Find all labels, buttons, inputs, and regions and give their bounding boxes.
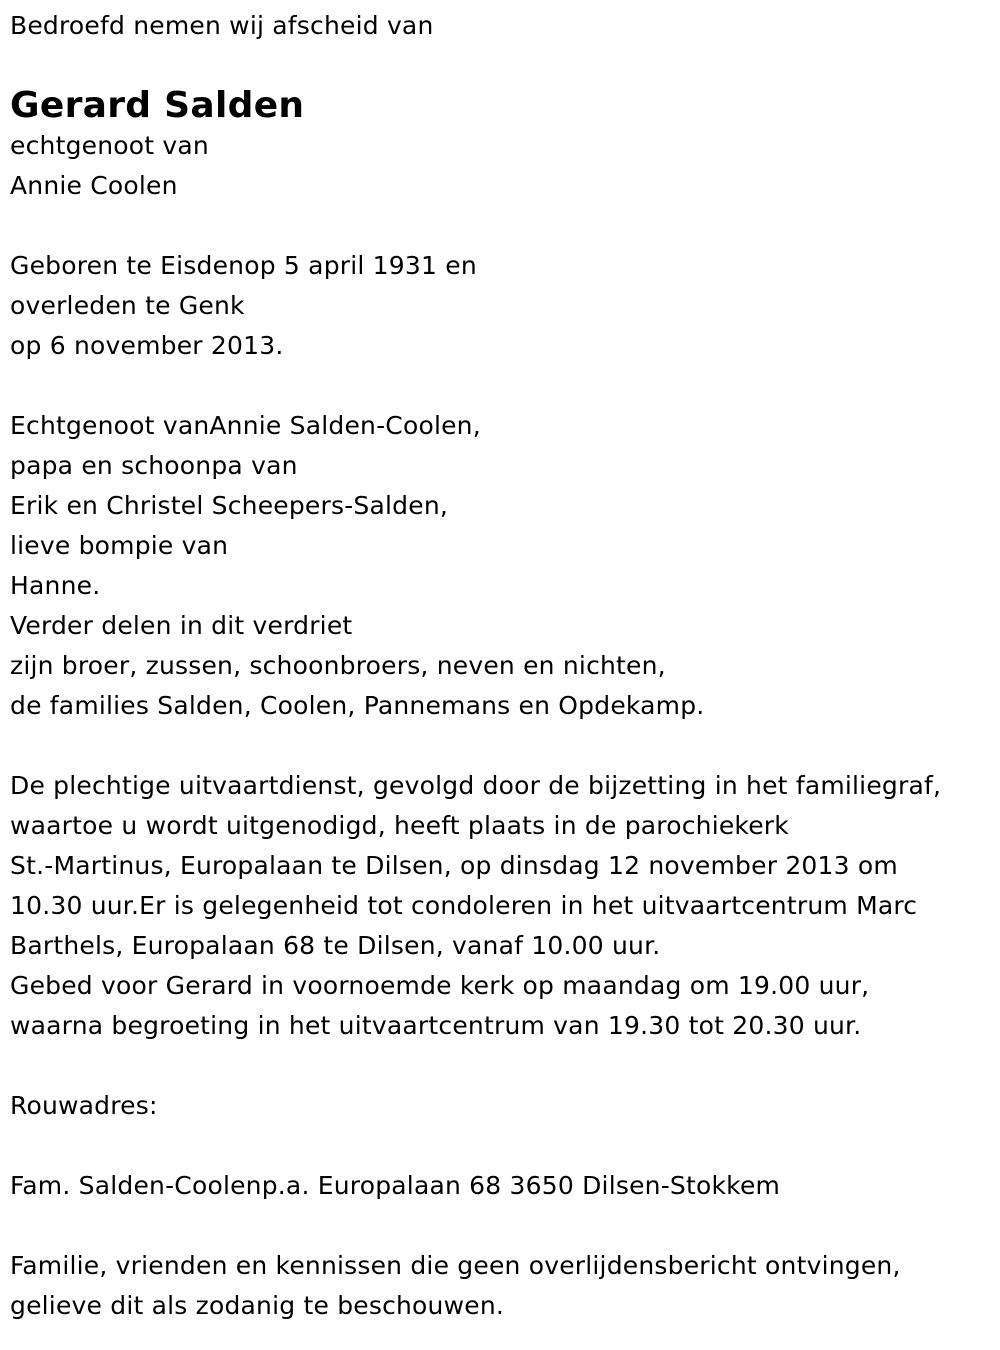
birth-death-line: Geboren te Eisdenop 5 april 1931 en — [10, 251, 477, 280]
address-label: Rouwadres: — [10, 1091, 158, 1120]
mourning-address: Fam. Salden-Coolenp.a. Europalaan 68 3650 Dilsen-Stokkem — [10, 1171, 781, 1200]
family-line: de families Salden, Coolen, Pannemans en Opdekamp. — [10, 691, 705, 720]
family-line: zijn broer, zussen, schoonbroers, neven en nichten, — [10, 651, 666, 680]
service-section — [10, 766, 995, 1046]
family-line: Erik en Christel Scheepers-Salden, — [10, 491, 449, 520]
spacer — [10, 1046, 995, 1086]
family-section — [10, 406, 995, 726]
birth-death-section — [10, 246, 995, 366]
deceased-name: Gerard Salden — [10, 85, 305, 126]
spacer — [10, 726, 995, 766]
obituary-notice — [10, 6, 995, 1326]
birth-death-line: overleden te Genk — [10, 291, 245, 320]
closing-line: Familie, vrienden en kennissen die geen overlijdensbericht ontvingen, — [10, 1251, 901, 1280]
family-line: Hanne. — [10, 571, 101, 600]
closing-section — [10, 1246, 995, 1326]
service-line: Gebed voor Gerard in voornoemde kerk op maandag om 19.00 uur, — [10, 971, 870, 1000]
family-line: papa en schoonpa van — [10, 451, 298, 480]
service-line: 10.30 uur.Er is gelegenheid tot condoleren in het uitvaartcentrum Marc — [10, 891, 918, 920]
intro-text: Bedroefd nemen wij afscheid van — [10, 11, 434, 40]
family-line: lieve bompie van — [10, 531, 229, 560]
service-line: Barthels, Europalaan 68 te Dilsen, vanaf 10.00 uur. — [10, 931, 661, 960]
service-line: St.-Martinus, Europalaan te Dilsen, op dinsdag 12 november 2013 om — [10, 851, 898, 880]
spacer — [10, 366, 995, 406]
closing-line: gelieve dit als zodanig te beschouwen. — [10, 1291, 505, 1320]
spouse-line: Annie Coolen — [10, 171, 178, 200]
spacer — [10, 206, 995, 246]
spacer — [10, 1126, 995, 1166]
spacer — [10, 1206, 995, 1246]
family-line: Echtgenoot vanAnnie Salden-Coolen, — [10, 411, 481, 440]
service-line: De plechtige uitvaartdienst, gevolgd door de bijzetting in het familiegraf, — [10, 771, 942, 800]
family-line: Verder delen in dit verdriet — [10, 611, 353, 640]
spouse-line: echtgenoot van — [10, 131, 209, 160]
birth-death-line: op 6 november 2013. — [10, 331, 284, 360]
service-line: waartoe u wordt uitgenodigd, heeft plaats in de parochiekerk — [10, 811, 789, 840]
service-line: waarna begroeting in het uitvaartcentrum van 19.30 tot 20.30 uur. — [10, 1011, 862, 1040]
